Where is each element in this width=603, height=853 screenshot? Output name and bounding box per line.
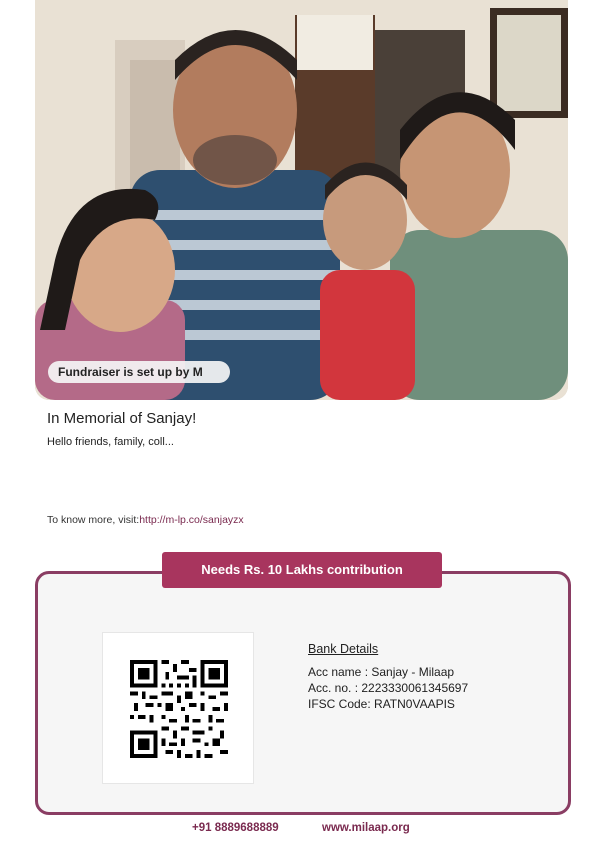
fundraiser-photo bbox=[35, 0, 568, 400]
fundraiser-excerpt: Hello friends, family, coll... bbox=[47, 436, 174, 448]
bank-acc-no: Acc. no. : 2223330061345697 bbox=[308, 681, 469, 695]
fundraiser-setup-badge: Fundraiser is set up by M bbox=[48, 361, 230, 383]
footer-website[interactable]: www.milaap.org bbox=[322, 822, 410, 834]
fundraiser-title: In Memorial of Sanjay! bbox=[47, 410, 197, 427]
qr-code-box bbox=[102, 632, 254, 784]
needs-contribution-banner: Needs Rs. 10 Lakhs contribution bbox=[162, 552, 442, 588]
know-more-prefix: To know more, visit: bbox=[47, 514, 140, 526]
qr-code-icon bbox=[130, 660, 228, 758]
bank-ifsc: IFSC Code: RATN0VAAPIS bbox=[308, 697, 455, 711]
bank-details-heading: Bank Details bbox=[308, 642, 379, 656]
bank-acc-name: Acc name : Sanjay - Milaap bbox=[308, 665, 455, 679]
fundraiser-link[interactable]: http://m-lp.co/sanjayzx bbox=[139, 514, 244, 526]
footer-phone[interactable]: +91 8889688889 bbox=[192, 822, 279, 834]
family-photo-illustration bbox=[35, 0, 568, 400]
know-more-line bbox=[47, 514, 244, 526]
